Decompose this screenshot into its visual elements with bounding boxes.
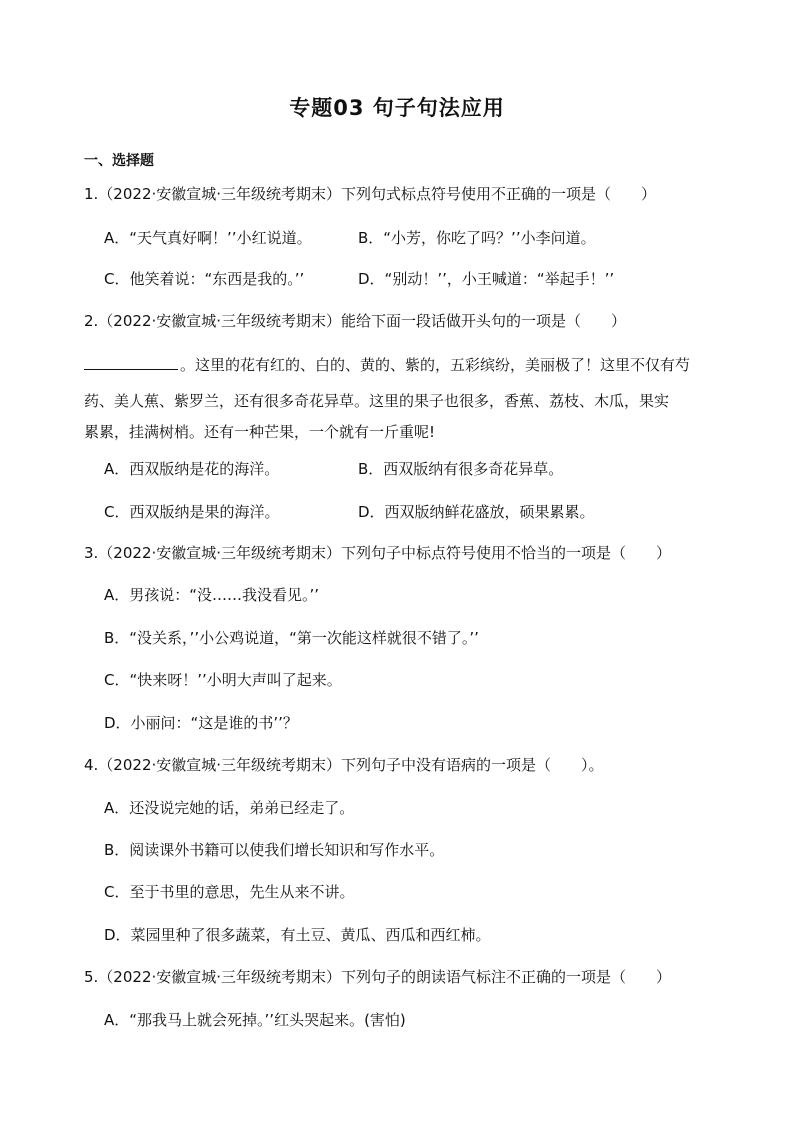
answer-blank[interactable] [84, 353, 178, 370]
question-3-option-d[interactable]: D．小丽问：“这是谁的书’’？ [104, 714, 298, 732]
question-3-option-a[interactable]: A．男孩说：“没……我没看见。’’ [104, 586, 320, 604]
question-1-option-a[interactable]: A．“天气真好啊！’’小红说道。 [104, 229, 312, 247]
question-2-passage-line-2: 药、美人蕉、紫罗兰，还有很多奇花异草。这里的果子也很多，香蕉、荔枝、木瓜，果实 [84, 392, 670, 410]
question-3-stem: 3.（2022·安徽宣城·三年级统考期末）下列句子中标点符号使用不恰当的一项是（ ） [84, 544, 672, 562]
question-2-option-d[interactable]: D．西双版纳鲜花盛放，硕果累累。 [358, 503, 595, 521]
section-heading: 一、选择题 [84, 153, 154, 169]
question-4-option-c[interactable]: C．至于书里的意思，先生从来不讲。 [104, 883, 355, 901]
question-1-option-c[interactable]: C．他笑着说：“东西是我的。’’ [104, 270, 305, 288]
question-1-option-d[interactable]: D．“别动！’’，小王喊道：“举起手！’’ [358, 270, 615, 288]
question-3-option-b[interactable]: B．“没关系，’’小公鸡说道，“第一次能这样就很不错了。’’ [104, 629, 479, 647]
question-2-passage-line-3: 累累，挂满树梢。还有一种芒果，一个就有一斤重呢! [84, 423, 436, 441]
question-2-stem: 2.（2022·安徽宣城·三年级统考期末）能给下面一段话做开头句的一项是（ ） [84, 312, 627, 330]
passage-text: 。这里的花有红的、白的、黄的、紫的，五彩缤纷，美丽极了！这里不仅有芍 [180, 356, 691, 374]
question-2-option-b[interactable]: B．西双版纳有很多奇花异草。 [358, 460, 564, 478]
question-3-option-c[interactable]: C．“快来呀！’’小明大声叫了起来。 [104, 671, 342, 689]
question-4-option-d[interactable]: D．菜园里种了很多蔬菜，有土豆、黄瓜、西瓜和西红柿。 [104, 926, 491, 944]
question-4-stem: 4.（2022·安徽宣城·三年级统考期末）下列句子中没有语病的一项是（ ）。 [84, 756, 604, 774]
question-2-option-a[interactable]: A．西双版纳是花的海洋。 [104, 460, 280, 478]
question-4-option-a[interactable]: A．还没说完她的话，弟弟已经走了。 [104, 799, 355, 817]
question-4-option-b[interactable]: B．阅读课外书籍可以使我们增长知识和写作水平。 [104, 841, 445, 859]
page-title: 专题03 句子句法应用 [289, 96, 505, 120]
question-5-option-a[interactable]: A．“那我马上就会死掉。’’红头哭起来。(害怕) [104, 1011, 406, 1029]
question-5-stem: 5.（2022·安徽宣城·三年级统考期末）下列句子的朗读语气标注不正确的一项是（ ） [84, 968, 672, 986]
question-2-passage-line-1 [84, 353, 690, 375]
question-1-option-b[interactable]: B．“小芳，你吃了吗？’’小李问道。 [358, 229, 596, 247]
question-2-option-c[interactable]: C．西双版纳是果的海洋。 [104, 503, 280, 521]
question-1-stem: 1.（2022·安徽宣城·三年级统考期末）下列句式标点符号使用不正确的一项是（ ） [84, 185, 657, 203]
